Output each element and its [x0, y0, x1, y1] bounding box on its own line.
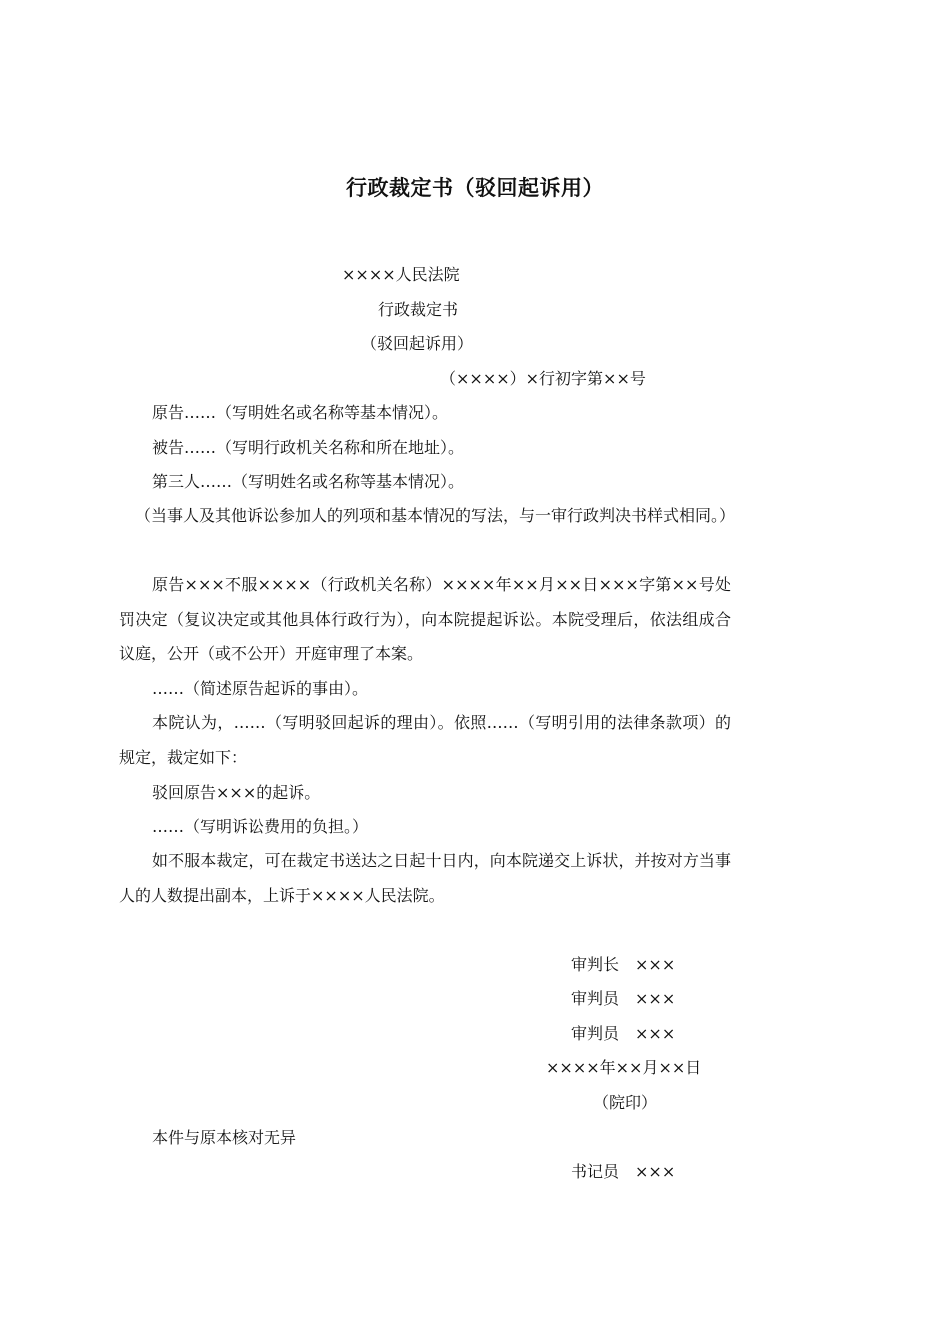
judge-signature-1: 审判员 ×××	[571, 989, 676, 1008]
plaintiff-line: 原告……（写明姓名或名称等基本情况）。	[152, 403, 449, 422]
ruling-line: 驳回原告×××的起诉。	[152, 783, 321, 802]
appeal-notice-paragraph: 如不服本裁定，可在裁定书送达之日起十日内，向本院递交上诉状，并按对方当事人的人数提出副本，上诉于××××人民法院。	[119, 851, 731, 905]
parties-note: （当事人及其他诉讼参加人的列项和基本情况的写法，与一审行政判决书样式相同。）	[135, 506, 736, 525]
certification-line: 本件与原本核对无异	[152, 1128, 297, 1147]
judge-signature-2: 审判员 ×××	[571, 1024, 676, 1043]
case-history-paragraph: 原告×××不服××××（行政机关名称）××××年××月××日×××字第××号处罚决定（复议决定或其他具体行政行为），向本院提起诉讼。本院受理后，依法组成合议庭，公开（或不公开）开庭审理了本案。	[119, 575, 731, 663]
ruling-date: ××××年××月××日	[546, 1058, 702, 1077]
plaintiff-claim-paragraph: ……（简述原告起诉的事由）。	[152, 679, 369, 698]
court-seal: （院印）	[593, 1093, 658, 1112]
third-party-line: 第三人……（写明姓名或名称等基本情况）。	[152, 472, 465, 491]
document-subtitle: （驳回起诉用）	[361, 334, 474, 353]
document-type: 行政裁定书	[378, 300, 459, 319]
court-name: ××××人民法院	[342, 265, 460, 284]
court-reasoning-paragraph: 本院认为，……（写明驳回起诉的理由）。依照……（写明引用的法律条款项）的规定，裁定如下：	[119, 713, 731, 767]
defendant-line: 被告……（写明行政机关名称和所在地址）。	[152, 438, 465, 457]
clerk-signature: 书记员 ×××	[571, 1162, 676, 1181]
costs-line: ……（写明诉讼费用的负担。）	[152, 817, 369, 836]
case-number: （××××）×行初字第××号	[440, 369, 646, 388]
document-title: 行政裁定书（驳回起诉用）	[346, 175, 604, 200]
presiding-judge-signature: 审判长 ×××	[571, 955, 676, 974]
